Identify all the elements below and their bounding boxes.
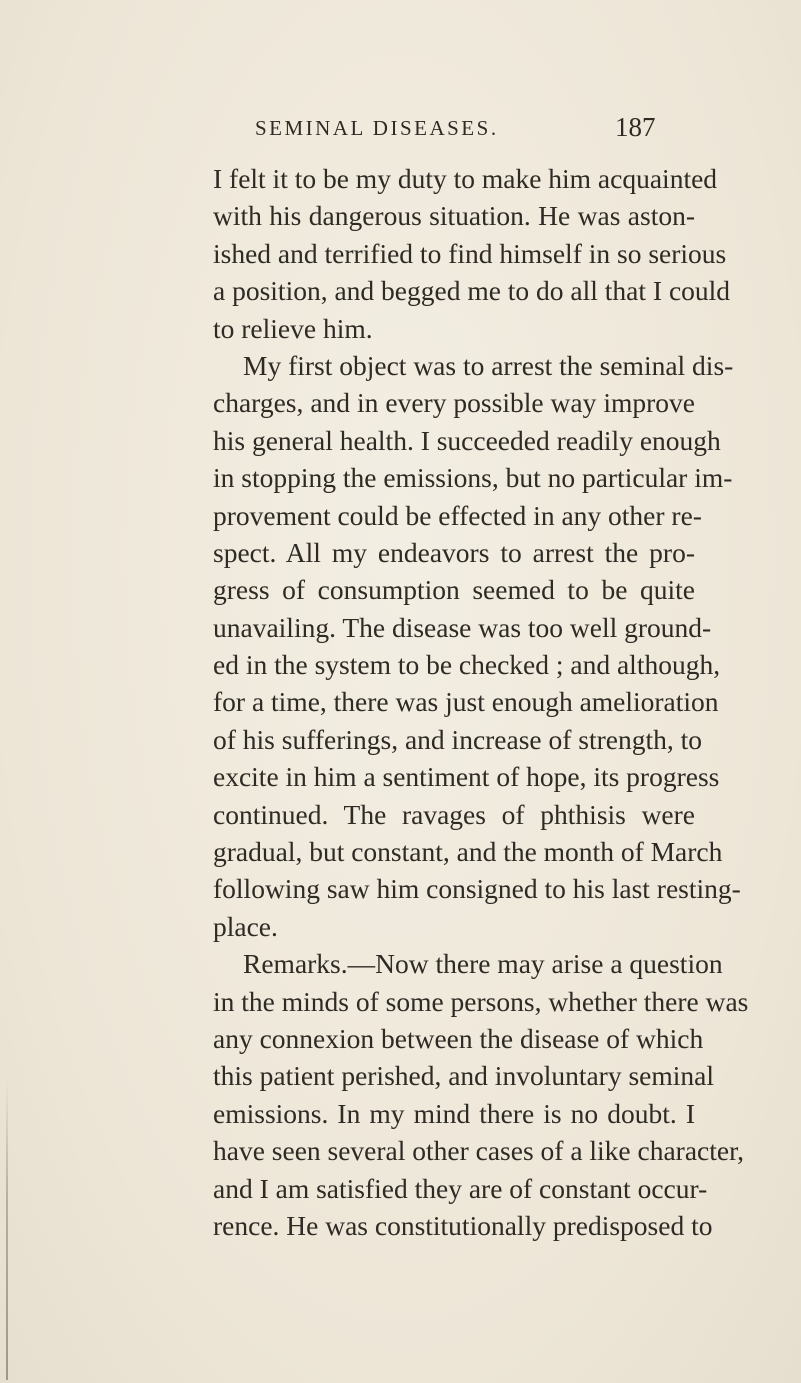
text-line: spect. All my endeavors to arrest the pro- xyxy=(213,536,695,568)
text-line: unavailing. The disease was too well ground- xyxy=(213,611,712,643)
text-line: provement could be effected in any other re- xyxy=(213,499,702,531)
text-line: for a time, there was just enough amelioration xyxy=(213,686,719,718)
text-line: of his sufferings, and increase of strength, to xyxy=(213,723,703,755)
text-line: gradual, but constant, and the month of March xyxy=(213,836,723,868)
text-line: charges, and in every possible way improve xyxy=(213,387,695,419)
text-line: place. xyxy=(213,910,278,942)
text-line: emissions. In my mind there is no doubt. I xyxy=(213,1097,695,1129)
running-head xyxy=(0,112,801,152)
text-line: in stopping the emissions, but no particular im- xyxy=(213,462,733,494)
text-line: excite in him a sentiment of hope, its progress xyxy=(213,761,720,793)
text-line: ed in the system to be checked ; and although, xyxy=(213,649,721,681)
text-line: a position, and begged me to do all that I could xyxy=(213,275,731,307)
text-line: his general health. I succeeded readily enough xyxy=(213,424,721,456)
text-line: My first object was to arrest the seminal dis- xyxy=(243,349,734,381)
page-edge-shadow xyxy=(6,1080,8,1380)
text-line: with his dangerous situation. He was aston- xyxy=(213,200,695,232)
text-line: in the minds of some persons, whether there was xyxy=(213,985,749,1017)
text-line: Remarks.—Now there may arise a question xyxy=(243,948,723,980)
text-line: and I am satisfied they are of constant occur- xyxy=(213,1172,708,1204)
page-number: 187 xyxy=(615,112,656,142)
running-title: SEMINAL DISEASES. xyxy=(255,116,499,140)
text-line: rence. He was constitutionally predisposed to xyxy=(213,1209,713,1241)
text-line: ished and terrified to find himself in so serious xyxy=(213,237,727,269)
text-line: I felt it to be my duty to make him acquainted xyxy=(213,163,718,194)
text-line: have seen several other cases of a like character, xyxy=(213,1135,745,1167)
text-line: gress of consumption seemed to be quite xyxy=(213,574,695,606)
body-text xyxy=(213,160,749,1244)
text-line: to relieve him. xyxy=(213,312,373,344)
text-line: any connexion between the disease of which xyxy=(213,1022,704,1054)
text-line: following saw him consigned to his last resting- xyxy=(213,873,741,905)
text-line: this patient perished, and involuntary seminal xyxy=(213,1060,715,1092)
text-line: continued. The ravages of phthisis were xyxy=(213,798,695,830)
